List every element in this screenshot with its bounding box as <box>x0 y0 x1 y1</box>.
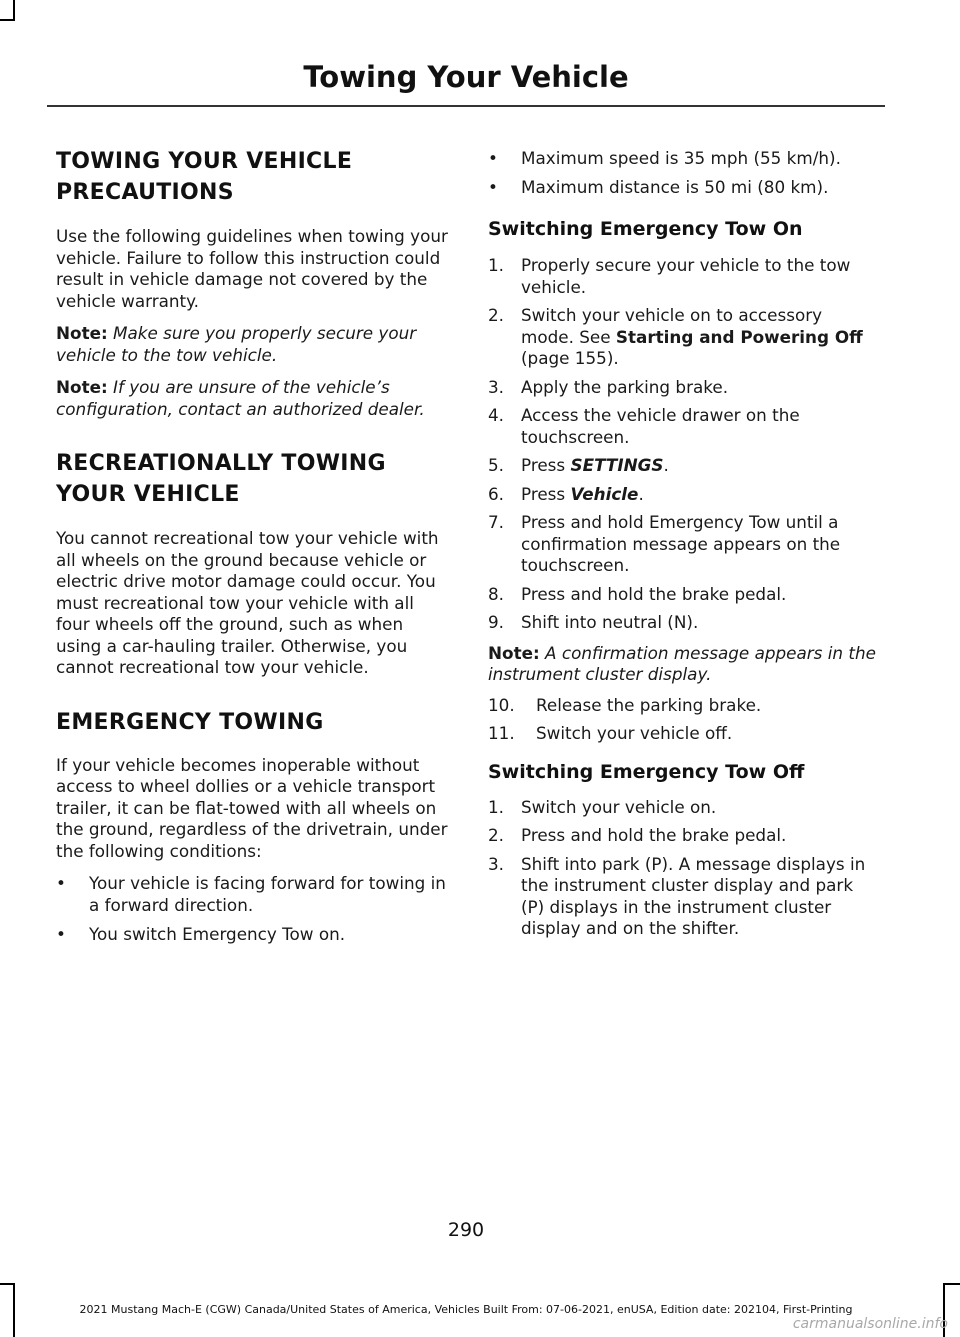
ui-term: Vehicle <box>570 483 639 504</box>
step <box>488 255 880 298</box>
note-text: A confirmation message appears in the instrument cluster display. <box>488 642 876 684</box>
step-text: Press and hold Emergency Tow until a confirmation message appears on the touchscreen. <box>521 512 841 575</box>
step <box>488 723 880 745</box>
bullet-mark: • <box>488 148 498 168</box>
page-header-title: Towing Your Vehicle <box>303 60 629 94</box>
step-text-part: Switch your vehicle on to accessory mode. See <box>521 305 823 347</box>
step <box>488 695 880 717</box>
step-number: 1. <box>488 255 505 275</box>
section-towing-precautions <box>56 146 448 420</box>
watermark: carmanualsonline.info <box>792 1316 948 1332</box>
step-text-part: . <box>663 455 669 475</box>
step <box>488 455 880 477</box>
step-number: 7. <box>488 512 505 532</box>
list-item-text: Your vehicle is facing forward for towing in a forward direction. <box>89 873 446 915</box>
paragraph: Use the following guidelines when towing your vehicle. Failure to follow this instruction could result in vehicle damage not covered by the vehicle warranty. <box>56 226 448 311</box>
section-emergency-towing <box>56 707 448 946</box>
step-number: 10. <box>488 694 515 715</box>
paragraph: You cannot recreational tow your vehicle with all wheels on the ground because vehicle or electric drive motor damage could occur. You must recreational tow your vehicle with all four wheels off the ground, such as when using a car-hauling trailer. Otherwise, you cannot recreational tow your vehicle. <box>56 528 439 677</box>
note-label: Note: <box>56 377 108 397</box>
list-item <box>56 873 448 916</box>
section-heading <box>56 448 448 510</box>
step-text-part: (page 155). <box>521 348 619 368</box>
step-text-part: . <box>638 483 644 504</box>
steps-list-on <box>488 255 880 634</box>
list-item <box>56 924 448 946</box>
step-number: 11. <box>488 723 515 743</box>
step-text-part: Press <box>521 455 566 475</box>
cross-reference-link[interactable]: Starting and Powering Off <box>615 326 863 347</box>
step-text-part: Press <box>521 483 566 504</box>
subsection-heading: Switching Emergency Tow On <box>488 218 803 240</box>
step-number: 9. <box>488 612 505 632</box>
paragraph: If your vehicle becomes inoperable without access to wheel dollies or a vehicle transport trailer, it can be flat-towed with all wheels on the ground, regardless of the drivetrain, under the following conditions: <box>56 754 448 861</box>
steps-list-off <box>488 797 880 940</box>
page-number: 290 <box>447 1219 485 1241</box>
step-text: Apply the parking brake. <box>521 376 729 397</box>
note <box>488 643 880 686</box>
step <box>488 612 880 634</box>
step-number: 5. <box>488 455 505 475</box>
section-heading-line: RECREATIONALLY TOWING <box>56 451 386 476</box>
section-recreational-towing <box>56 448 448 679</box>
step <box>488 797 880 819</box>
step <box>488 854 880 940</box>
step-text: Press and hold the brake pedal. <box>521 583 787 604</box>
crop-mark <box>943 1283 960 1285</box>
step-number: 1. <box>488 796 505 817</box>
list-item <box>488 148 880 170</box>
crop-mark <box>13 0 15 20</box>
note-text: Make sure you properly secure your vehicle to the tow vehicle. <box>56 323 417 365</box>
step <box>488 484 880 506</box>
step-text: Shift into park (P). A message displays in the instrument cluster display and park (P) displays in the instrument cluster display and on the shifter. <box>521 853 866 938</box>
step-number: 2. <box>488 305 505 325</box>
step-number: 2. <box>488 825 505 845</box>
step <box>488 584 880 606</box>
bullet-list <box>56 873 448 946</box>
note-label: Note: <box>488 642 540 663</box>
step-number: 3. <box>488 376 505 397</box>
crop-mark <box>0 1283 15 1285</box>
section-heading: EMERGENCY TOWING <box>56 709 324 735</box>
section-heading <box>56 146 448 208</box>
step-text <box>488 484 880 506</box>
step-text: Press and hold the brake pedal. <box>521 825 787 845</box>
section-heading-line: TOWING YOUR VEHICLE <box>56 149 353 174</box>
ui-term: SETTINGS <box>570 455 664 475</box>
note-text: If you are unsure of the vehicle’s configuration, contact an authorized dealer. <box>56 377 425 419</box>
step-number: 4. <box>488 405 505 425</box>
step-text <box>488 455 880 477</box>
note-label: Note: <box>56 323 108 343</box>
step-text: Switch your vehicle off. <box>536 723 733 743</box>
list-item <box>488 177 880 199</box>
header-rule <box>47 105 885 107</box>
left-column <box>56 138 448 946</box>
list-item-text: Maximum speed is 35 mph (55 km/h). <box>521 148 841 168</box>
step-number: 6. <box>488 483 505 504</box>
note <box>56 377 448 420</box>
step-text <box>488 305 880 370</box>
bullet-mark: • <box>56 924 66 944</box>
list-item-text: You switch Emergency Tow on. <box>89 924 346 944</box>
steps-list-on-continued <box>488 695 880 745</box>
step-text: Properly secure your vehicle to the tow vehicle. <box>521 255 851 297</box>
right-column <box>488 138 880 940</box>
step <box>488 825 880 847</box>
subsection-heading: Switching Emergency Tow Off <box>488 760 805 783</box>
footer-edition-info: 2021 Mustang Mach-E (CGW) Canada/United States of America, Vehicles Built From: 07-06-2021, enUSA, Edition date: 202104, First-Printing <box>79 1303 853 1316</box>
step-number: 3. <box>488 853 505 874</box>
list-item-text: Maximum distance is 50 mi (80 km). <box>521 176 829 197</box>
step-text: Shift into neutral (N). <box>521 612 699 632</box>
step-text: Access the vehicle drawer on the touchscreen. <box>521 405 800 447</box>
step <box>488 377 880 399</box>
note <box>56 323 448 366</box>
bullet-mark: • <box>488 176 498 197</box>
step-text: Switch your vehicle on. <box>521 796 717 817</box>
crop-mark <box>0 19 15 21</box>
section-heading-line: PRECAUTIONS <box>56 180 234 205</box>
step-text: Release the parking brake. <box>536 694 762 715</box>
section-heading-line: YOUR VEHICLE <box>56 482 240 507</box>
step <box>488 405 880 448</box>
bullet-list <box>488 148 880 198</box>
step <box>488 512 880 577</box>
step <box>488 305 880 370</box>
bullet-mark: • <box>56 873 66 893</box>
step-number: 8. <box>488 583 505 604</box>
